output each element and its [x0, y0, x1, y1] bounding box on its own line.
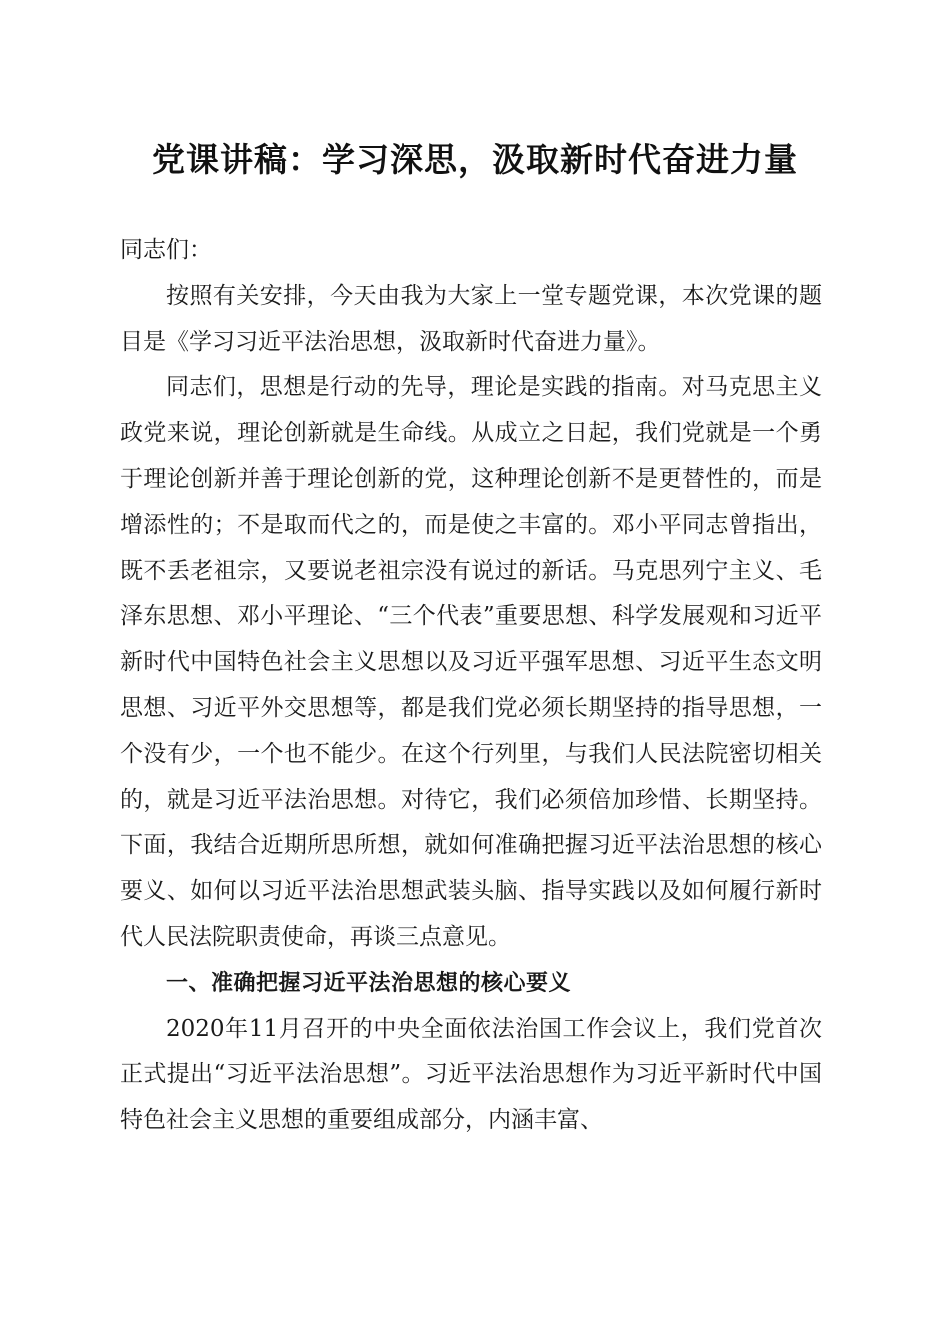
section-paragraph: 2020年11月召开的中央全面依法治国工作会议上，我们党首次正式提出“习近平法治思想”。习近平法治思想作为习近平新时代中国特色社会主义思想的重要组成部分，内涵丰富、: [120, 1015, 822, 1134]
salutation: 同志们：: [120, 237, 212, 263]
document-title: 党课讲稿：学习深思，汲取新时代奋进力量: [152, 140, 798, 179]
paragraph-main: 同志们，思想是行动的先导，理论是实践的指南。对马克思主义政党来说，理论创新就是生命线。从成立之日起，我们党就是一个勇于理论创新并善于理论创新的党，这种理论创新不是更替性的，而是增添性的；不是取而代之的，而是使之丰富的。邓小平同志曾指出，既不丢老祖宗，又要说老祖宗没有说过的新话。马克思列宁主义、毛泽东思想、邓小平理论、“三个代表”重要思想、科学发展观和习近平新时代中国特色社会主义思想以及习近平强军思想、习近平生态文明思想、习近平外交思想等，都是我们党必须长期坚持的指导思想，一个没有少，一个也不能少。在这个行列里，与我们人民法院密切相关的，就是习近平法治思想。对待它，我们必须倍加珍惜、长期坚持。下面，我结合近期所思所想，就如何准确把握习近平法治思想的核心要义、如何以习近平法治思想武装头脑、指导实践以及如何履行新时代人民法院职责使命，再谈三点意见。: [120, 374, 822, 950]
document-body: [120, 228, 822, 1144]
section-heading: 一、准确把握习近平法治思想的核心要义: [166, 970, 572, 996]
paragraph-intro: 按照有关安排，今天由我为大家上一堂专题党课，本次党课的题目是《学习习近平法治思想，汲取新时代奋进力量》。: [120, 282, 822, 355]
